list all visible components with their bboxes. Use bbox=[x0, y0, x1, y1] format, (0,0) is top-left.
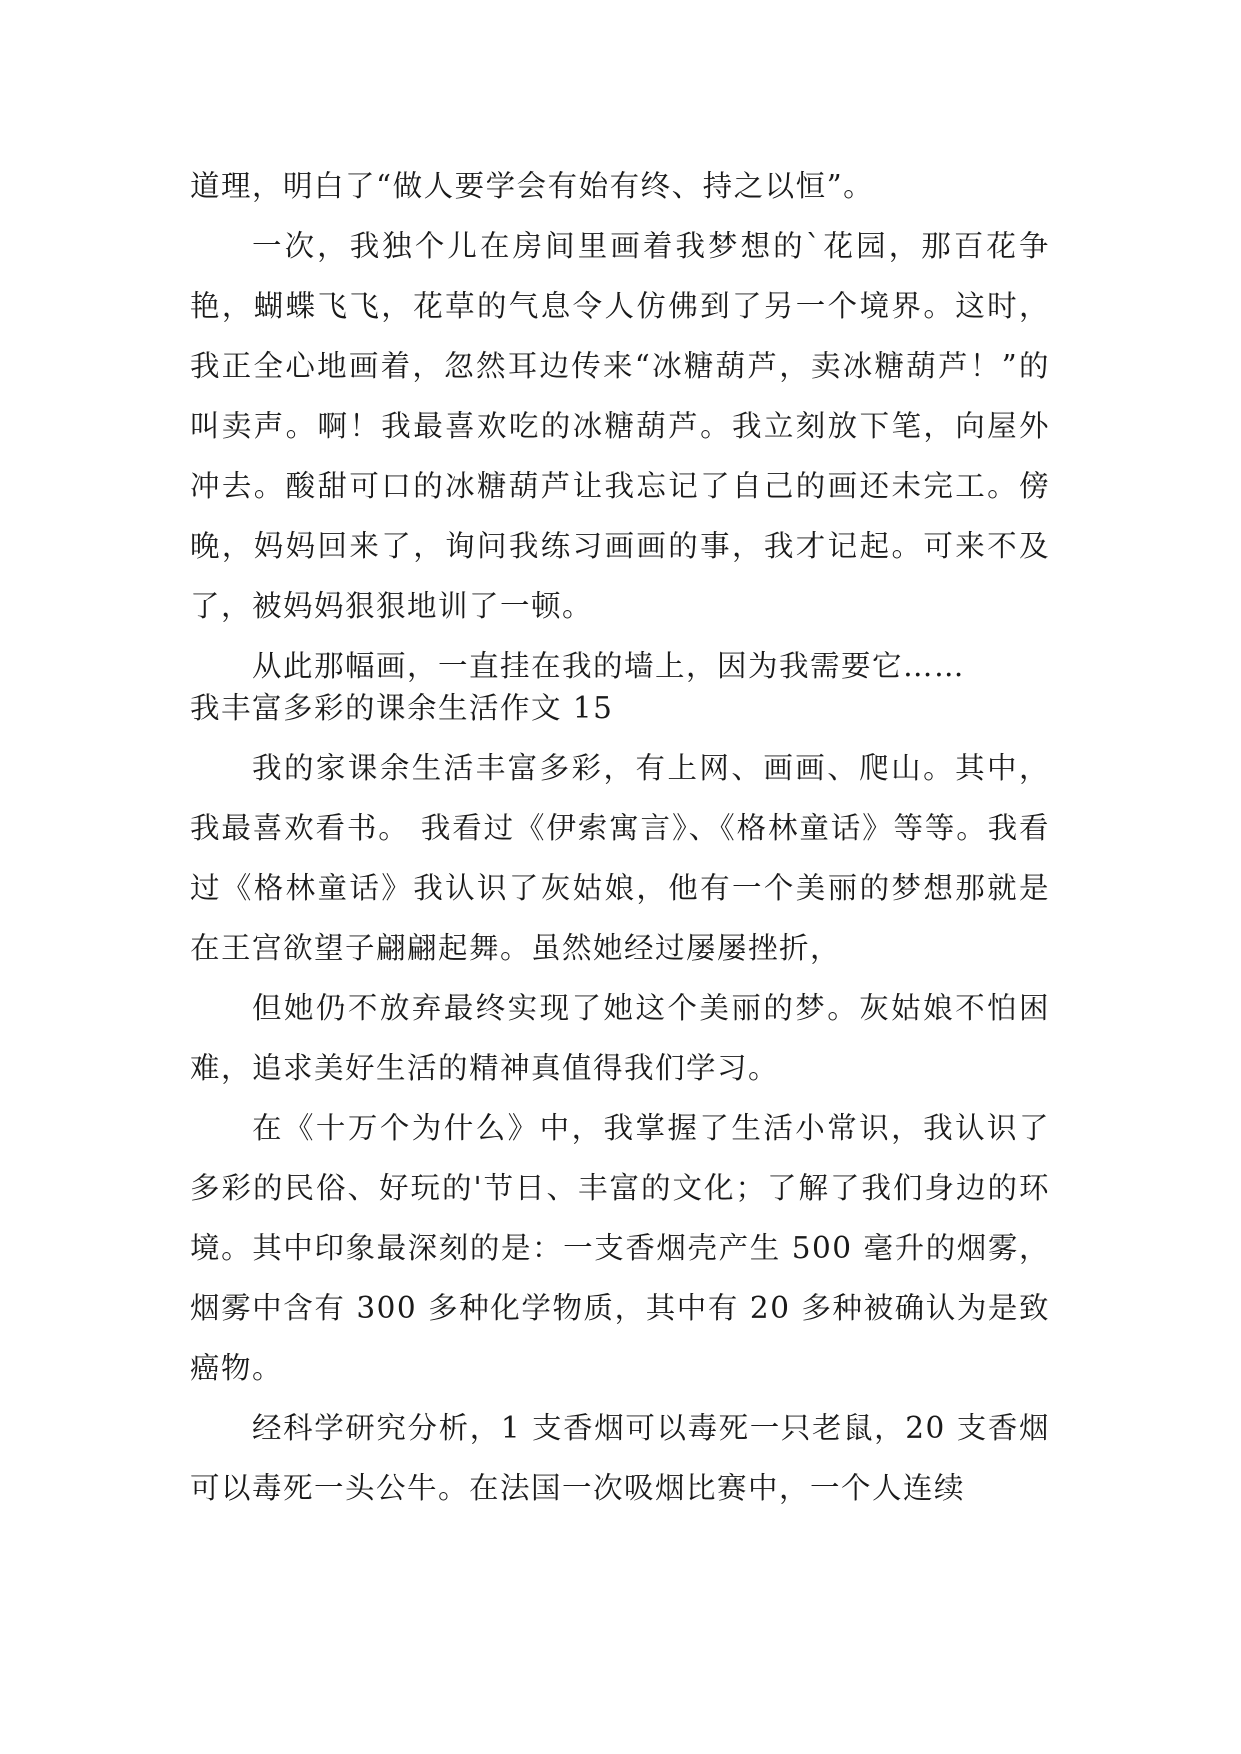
article-section bbox=[190, 678, 1050, 1518]
continuation-paragraph-1: 道理，明白了“做人要学会有始有终、持之以恒”。 bbox=[190, 169, 875, 203]
continuation-paragraph-2: 一次，我独个儿在房间里画着我梦想的`花园，那百花争艳，蝴蝶飞飞，花草的气息令人仿佛到了另一个境界。这时，我正全心地画着，忽然耳边传来“冰糖葫芦，卖冰糖葫芦！”的叫卖声。啊！我最喜欢吃的冰糖葫芦。我立刻放下笔，向屋外冲去。酸甜可口的冰糖葫芦让我忘记了自己的画还未完工。傍晚，妈妈回来了，询问我练习画画的事，我才记起。可来不及了，被妈妈狠狠地训了一顿。 bbox=[190, 229, 1050, 623]
article-paragraph-2: 但她仍不放弃最终实现了她这个美丽的梦。灰姑娘不怕困难，追求美好生活的精神真值得我们学习。 bbox=[190, 991, 1050, 1085]
article-paragraph-4: 经科学研究分析，1 支香烟可以毒死一只老鼠，20 支香烟可以毒死一头公牛。在法国一次吸烟比赛中，一个人连续 bbox=[190, 1411, 1050, 1505]
article-paragraph-1: 我的家课余生活丰富多彩，有上网、画画、爬山。其中，我最喜欢看书。 我看过《伊索寓言》、《格林童话》等等。我看过《格林童话》我认识了灰姑娘，他有一个美丽的梦想那就是在王宫欲望子翩翩起舞。虽然她经过屡屡挫折， bbox=[190, 751, 1050, 965]
continuation-section bbox=[190, 156, 1050, 696]
article-paragraph-3: 在《十万个为什么》中，我掌握了生活小常识，我认识了多彩的民俗、好玩的'节日、丰富的文化；了解了我们身边的环境。其中印象最深刻的是：一支香烟壳产生 500 毫升的烟雾，烟雾中含有 300 多种化学物质，其中有 20 多种被确认为是致癌物。 bbox=[190, 1111, 1050, 1385]
article-title: 我丰富多彩的课余生活作文 15 bbox=[190, 691, 614, 725]
continuation-paragraph-3: 从此那幅画，一直挂在我的墙上，因为我需要它…… bbox=[252, 649, 966, 683]
